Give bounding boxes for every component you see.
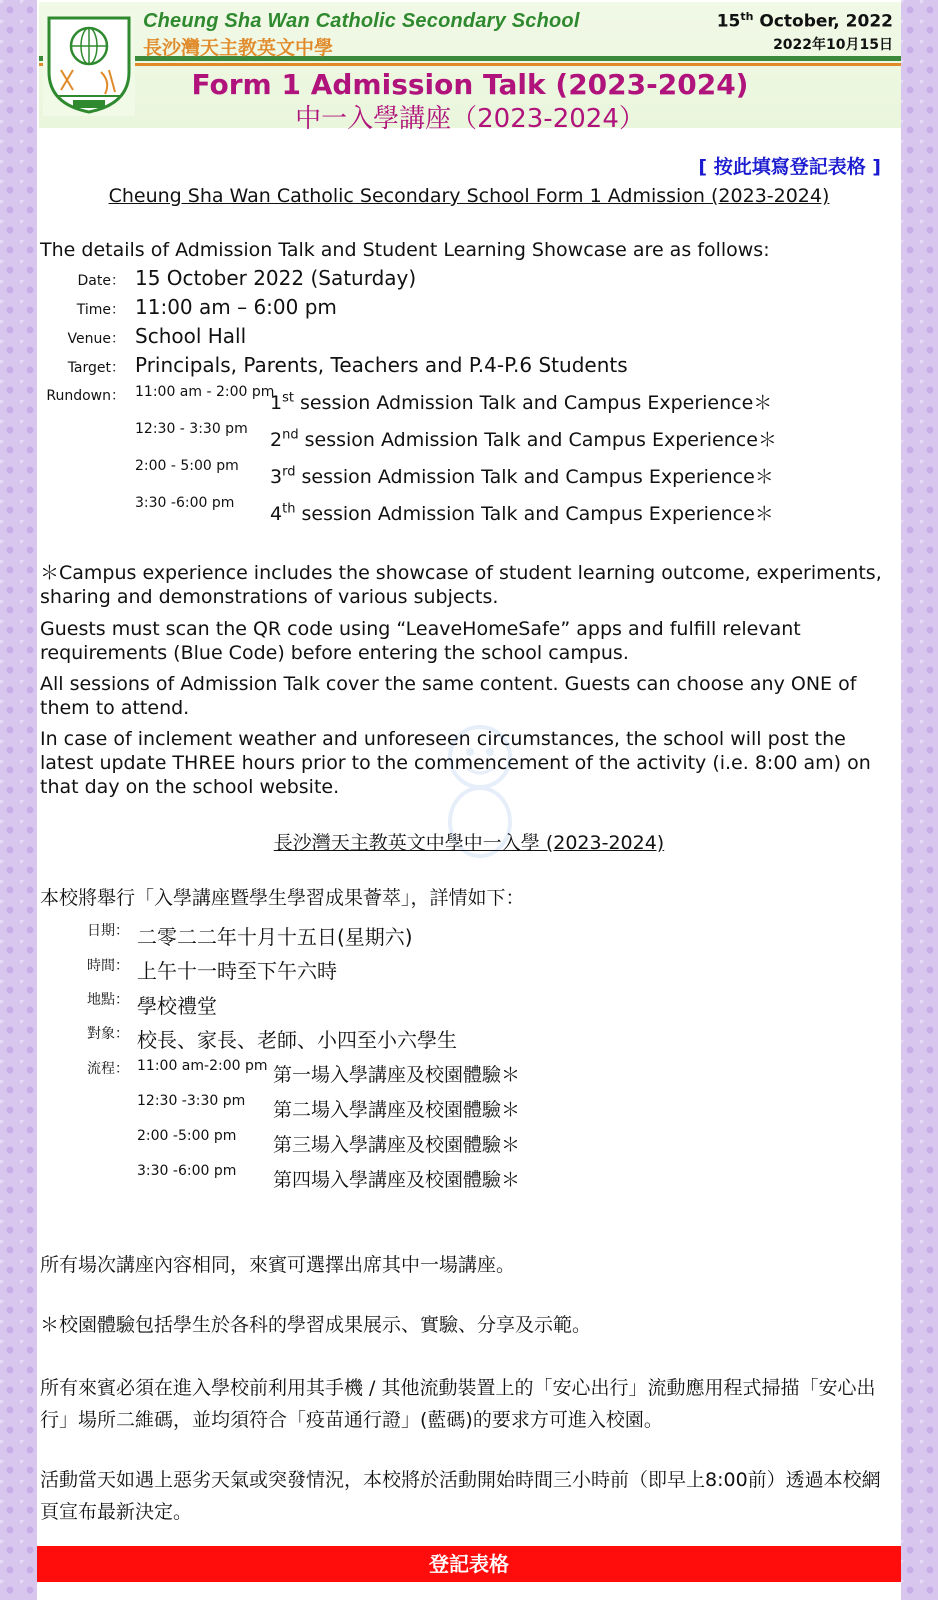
time-label-zh: 時間： xyxy=(87,958,129,974)
venue-value: School Hall xyxy=(135,324,247,348)
date-value-zh: 二零二二年十月十五日(星期六) xyxy=(137,925,413,949)
school-name-en: Cheung Sha Wan Catholic Secondary School xyxy=(143,10,580,32)
note-weather-zh: 活動當天如遇上惡劣天氣或突發情況，本校將於活動開始時間三小時前（即早上8:00前）透過本校網頁宣布最新決定。 xyxy=(40,1469,881,1523)
note-leavehomesafe-zh: 所有來賓必須在進入學校前利用其手機 / 其他流動裝置上的「安心出行」流動應用程式掃描「安心出行」場所二維碼，並均須符合「疫苗通行證」(藍碼)的要求方可進入校園。 xyxy=(40,1377,876,1431)
session-number: 1 xyxy=(270,392,283,414)
rundown-session-zh: 第二場入學講座及校園體驗＊ xyxy=(273,1099,521,1121)
session-suffix: rd xyxy=(282,464,296,480)
time-value-zh: 上午十一時至下午六時 xyxy=(137,959,337,983)
rundown-session xyxy=(270,499,774,526)
orange-stripe xyxy=(39,63,901,66)
date-suffix: th xyxy=(740,10,754,23)
date-label: Date： xyxy=(77,273,125,289)
session-suffix: th xyxy=(282,501,296,517)
rundown-time: 2:00 - 5:00 pm xyxy=(135,458,239,474)
registration-form-bar[interactable]: 登記表格 xyxy=(37,1546,901,1582)
rundown-time-zh: 12:30 -3:30 pm xyxy=(137,1093,246,1109)
rundown-time-zh: 3:30 -6:00 pm xyxy=(137,1163,237,1179)
rundown-session xyxy=(270,388,772,415)
page xyxy=(37,0,901,1600)
venue-label-zh: 地點： xyxy=(87,992,129,1008)
rundown-session-zh: 第四場入學講座及校園體驗＊ xyxy=(273,1169,521,1191)
rundown-session xyxy=(270,462,774,489)
target-value-zh: 校長、家長、老師、小四至小六學生 xyxy=(137,1028,457,1052)
session-suffix: st xyxy=(282,390,294,406)
session-text: session Admission Talk and Campus Experience＊ xyxy=(295,466,774,488)
talk-title-zh: 中一入學講座（2023-2024） xyxy=(295,104,645,134)
rundown-time: 3:30 -6:00 pm xyxy=(135,495,235,511)
note-same-content: All sessions of Admission Talk cover the same content. Guests can choose any ONE of them to attend. xyxy=(40,673,857,719)
target-label: Target： xyxy=(67,360,125,376)
rundown-label: Rundown： xyxy=(46,388,125,404)
note-leavehomesafe: Guests must scan the QR code using “LeaveHomeSafe” apps and fulfill relevant requirements (Blue Code) before entering the school campus. xyxy=(40,618,801,664)
rundown-time: 12:30 - 3:30 pm xyxy=(135,421,248,437)
date-month-year: October, 2022 xyxy=(753,11,893,32)
school-name-zh: 長沙灣天主教英文中學 xyxy=(143,37,334,59)
session-text: session Admission Talk and Campus Experience＊ xyxy=(295,503,774,525)
time-label: Time： xyxy=(76,302,125,318)
note-campus-experience: ＊Campus experience includes the showcase of student learning outcome, experiments, sharing and demonstrations of various subjects. xyxy=(40,562,882,608)
date-en xyxy=(717,10,893,32)
session-suffix: nd xyxy=(282,427,299,443)
note-campus-experience-zh: ＊校園體驗包括學生於各科的學習成果展示、實驗、分享及示範。 xyxy=(40,1314,592,1336)
session-number: 4 xyxy=(270,503,283,525)
header-banner xyxy=(39,2,901,134)
rundown-time-zh: 2:00 -5:00 pm xyxy=(137,1128,237,1144)
english-heading: Cheung Sha Wan Catholic Secondary School Form 1 Admission (2023-2024) xyxy=(108,185,830,207)
english-intro: The details of Admission Talk and Student Learning Showcase are as follows: xyxy=(40,239,770,261)
date-label-zh: 日期： xyxy=(87,923,129,939)
talk-title-en: Form 1 Admission Talk (2023-2024) xyxy=(191,68,749,101)
rundown-time-zh: 11:00 am-2:00 pm xyxy=(137,1058,268,1074)
chinese-heading: 長沙灣天主教英文中學中一入學 (2023-2024) xyxy=(273,832,665,854)
session-number: 3 xyxy=(270,466,283,488)
date-zh: 2022年10月15日 xyxy=(773,37,893,53)
note-same-content-zh: 所有場次講座內容相同，來賓可選擇出席其中一場講座。 xyxy=(40,1254,516,1276)
register-form-link[interactable]: [ 按此填寫登記表格 ] xyxy=(698,156,881,178)
note-weather: In case of inclement weather and unforeseen circumstances, the school will post the latest update THREE hours prior to the commencement of the activity (i.e. 8:00 am) on that day on the school website. xyxy=(40,728,871,798)
rundown-session-zh: 第三場入學講座及校園體驗＊ xyxy=(273,1134,521,1156)
rundown-session xyxy=(270,425,777,452)
rundown-time: 11:00 am - 2:00 pm xyxy=(135,384,275,400)
date-day: 15 xyxy=(716,11,741,32)
rundown-session-zh: 第一場入學講座及校園體驗＊ xyxy=(273,1064,521,1086)
target-label-zh: 對象： xyxy=(87,1026,129,1042)
session-number: 2 xyxy=(270,429,283,451)
chinese-intro: 本校將舉行「入學講座暨學生學習成果薈萃」，詳情如下： xyxy=(40,887,525,909)
target-value: Principals, Parents, Teachers and P.4-P.6 Students xyxy=(135,353,628,377)
session-text: session Admission Talk and Campus Experience＊ xyxy=(293,392,773,414)
venue-label: Venue： xyxy=(67,331,125,347)
session-text: session Admission Talk and Campus Experience＊ xyxy=(298,429,777,451)
date-value: 15 October 2022 (Saturday) xyxy=(135,266,417,290)
rundown-label-zh: 流程： xyxy=(87,1061,129,1077)
time-value: 11:00 am – 6:00 pm xyxy=(135,295,337,319)
venue-value-zh: 學校禮堂 xyxy=(137,994,217,1018)
